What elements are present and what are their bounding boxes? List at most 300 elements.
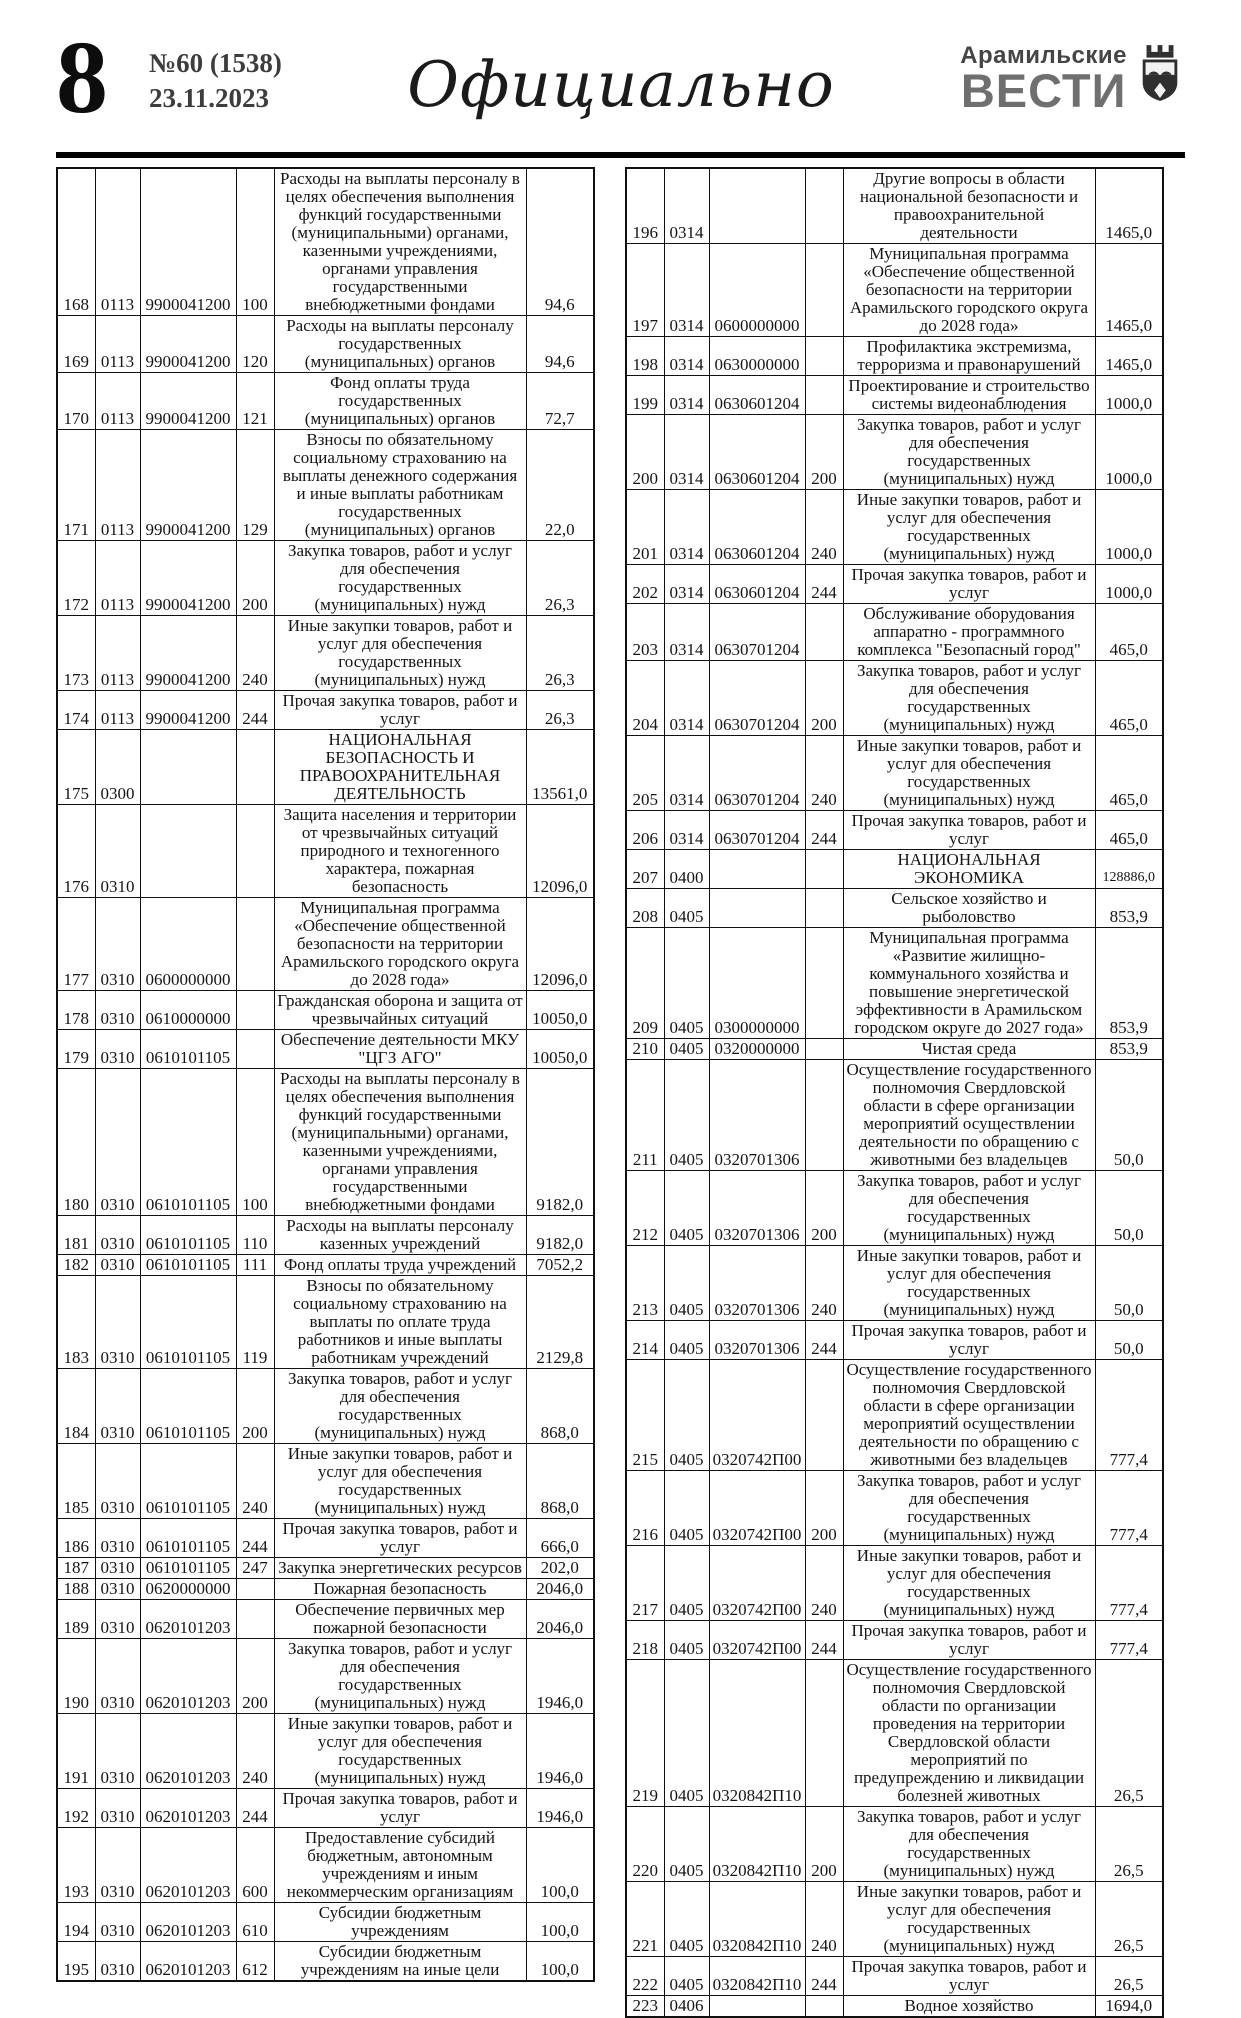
- section-code-cell: 0310: [95, 1600, 140, 1639]
- description-cell: Обеспечение первичных мер пожарной безопасности: [274, 1600, 526, 1639]
- page-header: [56, 20, 1185, 148]
- amount-cell: 777,4: [1095, 1546, 1163, 1621]
- description-cell: Предоставление субсидий бюджетным, автономным учреждениям и иным некоммерческим организациям: [274, 1828, 526, 1903]
- description-cell: Закупка товаров, работ и услуг для обеспечения государственных (муниципальных) нужд: [843, 1471, 1095, 1546]
- target-article-cell: 0320842П10: [709, 1957, 805, 1996]
- expense-type-cell: 240: [805, 490, 843, 565]
- target-article-cell: 0320701306: [709, 1321, 805, 1360]
- target-article-cell: 0610101105: [140, 1255, 236, 1276]
- amount-cell: 26,5: [1095, 1660, 1163, 1807]
- brand-text: [960, 42, 1127, 117]
- expense-type-cell: 200: [805, 1171, 843, 1246]
- target-article-cell: 0610101105: [140, 1519, 236, 1558]
- section-code-cell: 0310: [95, 1444, 140, 1519]
- description-cell: Взносы по обязательному социальному страхованию на выплаты по оплате труда работников и иные выплаты работникам учреждений: [274, 1276, 526, 1369]
- section-code-cell: 0314: [664, 415, 709, 490]
- row-number-cell: 188: [57, 1579, 95, 1600]
- table-row: [626, 736, 1163, 811]
- table-row: [57, 1789, 594, 1828]
- coat-of-arms-icon: [1135, 42, 1185, 104]
- description-cell: Иные закупки товаров, работ и услуг для обеспечения государственных (муниципальных) нужд: [274, 1444, 526, 1519]
- section-code-cell: 0310: [95, 1789, 140, 1828]
- issue-block: [149, 46, 282, 116]
- expense-type-cell: 240: [236, 1714, 274, 1789]
- description-cell: Закупка товаров, работ и услуг для обеспечения государственных (муниципальных) нужд: [274, 541, 526, 616]
- newspaper-brand: [960, 42, 1185, 117]
- target-article-cell: 0320742П00: [709, 1621, 805, 1660]
- description-cell: Профилактика экстремизма, терроризма и правонарушений: [843, 337, 1095, 376]
- table-row: [57, 1216, 594, 1255]
- table-row: [57, 1903, 594, 1942]
- section-code-cell: 0113: [95, 691, 140, 730]
- section-code-cell: 0405: [664, 1171, 709, 1246]
- row-number-cell: 213: [626, 1246, 664, 1321]
- section-code-cell: 0310: [95, 1255, 140, 1276]
- amount-cell: 13561,0: [526, 730, 594, 805]
- description-cell: Прочая закупка товаров, работ и услуг: [274, 1789, 526, 1828]
- row-number-cell: 209: [626, 928, 664, 1039]
- section-code-cell: 0314: [664, 244, 709, 337]
- amount-cell: 2129,8: [526, 1276, 594, 1369]
- expense-type-cell: 200: [805, 1807, 843, 1882]
- expense-type-cell: 240: [805, 1882, 843, 1957]
- target-article-cell: 0320842П10: [709, 1660, 805, 1807]
- description-cell: Закупка товаров, работ и услуг для обеспечения государственных (муниципальных) нужд: [274, 1369, 526, 1444]
- table-row: [626, 1996, 1163, 2018]
- expense-type-cell: 200: [805, 661, 843, 736]
- target-article-cell: 0320842П10: [709, 1882, 805, 1957]
- table-row: [57, 805, 594, 898]
- row-number-cell: 198: [626, 337, 664, 376]
- row-number-cell: 189: [57, 1600, 95, 1639]
- expense-type-cell: [236, 898, 274, 991]
- row-number-cell: 186: [57, 1519, 95, 1558]
- table-row: [626, 1807, 1163, 1882]
- section-code-cell: 0405: [664, 1060, 709, 1171]
- amount-cell: 465,0: [1095, 604, 1163, 661]
- amount-cell: 50,0: [1095, 1171, 1163, 1246]
- section-code-cell: 0310: [95, 1519, 140, 1558]
- row-number-cell: 200: [626, 415, 664, 490]
- table-row: [626, 1957, 1163, 1996]
- amount-cell: 1465,0: [1095, 337, 1163, 376]
- target-article-cell: [140, 805, 236, 898]
- row-number-cell: 182: [57, 1255, 95, 1276]
- issue-number: №60 (1538): [149, 48, 282, 78]
- description-cell: Фонд оплаты труда государственных (муниципальных) органов: [274, 373, 526, 430]
- description-cell: Иные закупки товаров, работ и услуг для обеспечения государственных (муниципальных) нужд: [843, 1246, 1095, 1321]
- budget-table-left: [56, 167, 595, 1982]
- table-row: [626, 1471, 1163, 1546]
- expense-type-cell: 200: [805, 1471, 843, 1546]
- amount-cell: 26,5: [1095, 1807, 1163, 1882]
- description-cell: Защита населения и территории от чрезвычайных ситуаций природного и техногенного характера, пожарная безопасность: [274, 805, 526, 898]
- target-article-cell: 0620101203: [140, 1639, 236, 1714]
- table-row: [57, 898, 594, 991]
- expense-type-cell: [805, 604, 843, 661]
- table-row: [626, 889, 1163, 928]
- table-row: [626, 1171, 1163, 1246]
- section-code-cell: 0405: [664, 1957, 709, 1996]
- description-cell: Расходы на выплаты персоналу казенных учреждений: [274, 1216, 526, 1255]
- table-row: [626, 928, 1163, 1039]
- expense-type-cell: [805, 1060, 843, 1171]
- section-code-cell: 0310: [95, 991, 140, 1030]
- section-code-cell: 0113: [95, 541, 140, 616]
- amount-cell: 100,0: [526, 1903, 594, 1942]
- section-code-cell: 0406: [664, 1996, 709, 2018]
- amount-cell: 868,0: [526, 1369, 594, 1444]
- row-number-cell: 173: [57, 616, 95, 691]
- description-cell: Обеспечение деятельности МКУ "ЦГЗ АГО": [274, 1030, 526, 1069]
- target-article-cell: 0630701204: [709, 661, 805, 736]
- section-code-cell: 0314: [664, 376, 709, 415]
- description-cell: Гражданская оборона и защита от чрезвычайных ситуаций: [274, 991, 526, 1030]
- description-cell: Закупка энергетических ресурсов: [274, 1558, 526, 1579]
- section-code-cell: 0405: [664, 928, 709, 1039]
- row-number-cell: 185: [57, 1444, 95, 1519]
- table-row: [57, 1030, 594, 1069]
- section-code-cell: 0310: [95, 898, 140, 991]
- description-cell: Прочая закупка товаров, работ и услуг: [843, 1621, 1095, 1660]
- row-number-cell: 169: [57, 316, 95, 373]
- expense-type-cell: [236, 1030, 274, 1069]
- section-code-cell: 0314: [664, 337, 709, 376]
- row-number-cell: 219: [626, 1660, 664, 1807]
- amount-cell: 72,7: [526, 373, 594, 430]
- expense-type-cell: 612: [236, 1942, 274, 1982]
- expense-type-cell: [805, 850, 843, 889]
- section-code-cell: 0310: [95, 1069, 140, 1216]
- description-cell: Закупка товаров, работ и услуг для обеспечения государственных (муниципальных) нужд: [843, 1807, 1095, 1882]
- section-code-cell: 0310: [95, 1942, 140, 1982]
- expense-type-cell: 600: [236, 1828, 274, 1903]
- target-article-cell: [709, 168, 805, 244]
- section-code-cell: 0113: [95, 316, 140, 373]
- target-article-cell: 0630601204: [709, 376, 805, 415]
- page-number: 8: [56, 20, 105, 135]
- table-row: [57, 991, 594, 1030]
- table-row: [57, 1255, 594, 1276]
- target-article-cell: 0620101203: [140, 1789, 236, 1828]
- expense-type-cell: [236, 1600, 274, 1639]
- description-cell: Фонд оплаты труда учреждений: [274, 1255, 526, 1276]
- table-row: [626, 337, 1163, 376]
- row-number-cell: 177: [57, 898, 95, 991]
- target-article-cell: 0600000000: [709, 244, 805, 337]
- section-code-cell: 0310: [95, 1030, 140, 1069]
- section-code-cell: 0310: [95, 1828, 140, 1903]
- expense-type-cell: 610: [236, 1903, 274, 1942]
- table-row: [626, 1621, 1163, 1660]
- table-row: [57, 1714, 594, 1789]
- table-row: [57, 1942, 594, 1982]
- amount-cell: 777,4: [1095, 1360, 1163, 1471]
- amount-cell: 12096,0: [526, 805, 594, 898]
- target-article-cell: 9900041200: [140, 316, 236, 373]
- expense-type-cell: 244: [236, 1519, 274, 1558]
- section-code-cell: 0405: [664, 1882, 709, 1957]
- row-number-cell: 222: [626, 1957, 664, 1996]
- row-number-cell: 179: [57, 1030, 95, 1069]
- amount-cell: 1946,0: [526, 1789, 594, 1828]
- amount-cell: 12096,0: [526, 898, 594, 991]
- section-code-cell: 0405: [664, 1660, 709, 1807]
- description-cell: Прочая закупка товаров, работ и услуг: [843, 1957, 1095, 1996]
- table-row: [57, 691, 594, 730]
- amount-cell: 100,0: [526, 1828, 594, 1903]
- row-number-cell: 195: [57, 1942, 95, 1982]
- section-code-cell: 0405: [664, 1246, 709, 1321]
- amount-cell: 7052,2: [526, 1255, 594, 1276]
- expense-type-cell: 244: [236, 1789, 274, 1828]
- row-number-cell: 181: [57, 1216, 95, 1255]
- target-article-cell: 0610101105: [140, 1030, 236, 1069]
- target-article-cell: 0630601204: [709, 565, 805, 604]
- brand-name-top: Арамильские: [960, 42, 1127, 69]
- section-title: Официально: [407, 48, 835, 121]
- table-row: [57, 316, 594, 373]
- expense-type-cell: 244: [805, 811, 843, 850]
- section-code-cell: 0310: [95, 1558, 140, 1579]
- amount-cell: 94,6: [526, 316, 594, 373]
- expense-type-cell: 200: [236, 1369, 274, 1444]
- row-number-cell: 192: [57, 1789, 95, 1828]
- section-code-cell: 0310: [95, 1369, 140, 1444]
- expense-type-cell: 244: [805, 1321, 843, 1360]
- description-cell: Иные закупки товаров, работ и услуг для обеспечения государственных (муниципальных) нужд: [843, 736, 1095, 811]
- target-article-cell: [140, 730, 236, 805]
- amount-cell: 202,0: [526, 1558, 594, 1579]
- target-article-cell: 0630601204: [709, 490, 805, 565]
- expense-type-cell: [236, 1579, 274, 1600]
- amount-cell: 777,4: [1095, 1471, 1163, 1546]
- amount-cell: 1000,0: [1095, 376, 1163, 415]
- target-article-cell: 0320742П00: [709, 1546, 805, 1621]
- target-article-cell: 9900041200: [140, 616, 236, 691]
- table-row: [57, 1069, 594, 1216]
- section-code-cell: 0405: [664, 1546, 709, 1621]
- brand-name-bottom: ВЕСТИ: [960, 64, 1127, 117]
- table-row: [57, 1828, 594, 1903]
- description-cell: Обслуживание оборудования аппаратно - программного комплекса "Безопасный город": [843, 604, 1095, 661]
- target-article-cell: 0620101203: [140, 1903, 236, 1942]
- row-number-cell: 172: [57, 541, 95, 616]
- expense-type-cell: 121: [236, 373, 274, 430]
- description-cell: Другие вопросы в области национальной безопасности и правоохранительной деятельности: [843, 168, 1095, 244]
- amount-cell: 853,9: [1095, 889, 1163, 928]
- target-article-cell: 0610000000: [140, 991, 236, 1030]
- row-number-cell: 187: [57, 1558, 95, 1579]
- expense-type-cell: [805, 244, 843, 337]
- amount-cell: 26,3: [526, 541, 594, 616]
- section-code-cell: 0405: [664, 1807, 709, 1882]
- amount-cell: 26,5: [1095, 1957, 1163, 1996]
- amount-cell: 100,0: [526, 1942, 594, 1982]
- target-article-cell: 9900041200: [140, 373, 236, 430]
- description-cell: Расходы на выплаты персоналу в целях обеспечения выполнения функций государственными (муниципальными) органами, казенными учреждениями, органами управления государственными внебюджетными фондами: [274, 168, 526, 316]
- target-article-cell: 0620101203: [140, 1942, 236, 1982]
- table-row: [57, 1519, 594, 1558]
- description-cell: Иные закупки товаров, работ и услуг для обеспечения государственных (муниципальных) нужд: [274, 616, 526, 691]
- row-number-cell: 170: [57, 373, 95, 430]
- expense-type-cell: 100: [236, 1069, 274, 1216]
- table-row: [57, 730, 594, 805]
- row-number-cell: 171: [57, 430, 95, 541]
- table-row: [57, 1558, 594, 1579]
- amount-cell: 26,5: [1095, 1882, 1163, 1957]
- table-row: [57, 1579, 594, 1600]
- target-article-cell: 9900041200: [140, 430, 236, 541]
- target-article-cell: 0610101105: [140, 1069, 236, 1216]
- row-number-cell: 223: [626, 1996, 664, 2018]
- row-number-cell: 197: [626, 244, 664, 337]
- amount-cell: 94,6: [526, 168, 594, 316]
- description-cell: Закупка товаров, работ и услуг для обеспечения государственных (муниципальных) нужд: [843, 1171, 1095, 1246]
- row-number-cell: 210: [626, 1039, 664, 1060]
- row-number-cell: 208: [626, 889, 664, 928]
- section-code-cell: 0400: [664, 850, 709, 889]
- description-cell: Водное хозяйство: [843, 1996, 1095, 2018]
- target-article-cell: [709, 889, 805, 928]
- row-number-cell: 201: [626, 490, 664, 565]
- target-article-cell: 0320742П00: [709, 1471, 805, 1546]
- target-article-cell: 0610101105: [140, 1276, 236, 1369]
- expense-type-cell: 129: [236, 430, 274, 541]
- amount-cell: 9182,0: [526, 1069, 594, 1216]
- amount-cell: 26,3: [526, 616, 594, 691]
- description-cell: НАЦИОНАЛЬНАЯ БЕЗОПАСНОСТЬ И ПРАВООХРАНИТЕЛЬНАЯ ДЕЯТЕЛЬНОСТЬ: [274, 730, 526, 805]
- description-cell: Прочая закупка товаров, работ и услуг: [274, 1519, 526, 1558]
- expense-type-cell: 100: [236, 168, 274, 316]
- expense-type-cell: 200: [236, 541, 274, 616]
- target-article-cell: 0630601204: [709, 415, 805, 490]
- table-row: [626, 1660, 1163, 1807]
- row-number-cell: 191: [57, 1714, 95, 1789]
- expense-type-cell: 240: [805, 736, 843, 811]
- table-row: [626, 850, 1163, 889]
- expense-type-cell: [805, 1039, 843, 1060]
- row-number-cell: 168: [57, 168, 95, 316]
- description-cell: Муниципальная программа «Обеспечение общественной безопасности на территории Арамильского городского округа до 2028 года»: [274, 898, 526, 991]
- target-article-cell: 0320842П10: [709, 1807, 805, 1882]
- target-article-cell: 0610101105: [140, 1369, 236, 1444]
- row-number-cell: 180: [57, 1069, 95, 1216]
- section-code-cell: 0310: [95, 1903, 140, 1942]
- row-number-cell: 211: [626, 1060, 664, 1171]
- expense-type-cell: 240: [236, 616, 274, 691]
- section-code-cell: 0405: [664, 1621, 709, 1660]
- description-cell: Субсидии бюджетным учреждениям: [274, 1903, 526, 1942]
- amount-cell: 2046,0: [526, 1600, 594, 1639]
- table-row: [626, 1321, 1163, 1360]
- description-cell: Прочая закупка товаров, работ и услуг: [843, 1321, 1095, 1360]
- amount-cell: 50,0: [1095, 1246, 1163, 1321]
- description-cell: Сельское хозяйство и рыболовство: [843, 889, 1095, 928]
- amount-cell: 22,0: [526, 430, 594, 541]
- section-code-cell: 0113: [95, 616, 140, 691]
- section-code-cell: 0310: [95, 1216, 140, 1255]
- amount-cell: 465,0: [1095, 811, 1163, 850]
- target-article-cell: 0610101105: [140, 1216, 236, 1255]
- description-cell: Чистая среда: [843, 1039, 1095, 1060]
- description-cell: Прочая закупка товаров, работ и услуг: [843, 565, 1095, 604]
- amount-cell: 868,0: [526, 1444, 594, 1519]
- target-article-cell: 0630701204: [709, 736, 805, 811]
- section-code-cell: 0310: [95, 1714, 140, 1789]
- section-code-cell: 0310: [95, 1639, 140, 1714]
- table-row: [626, 661, 1163, 736]
- expense-type-cell: [236, 730, 274, 805]
- target-article-cell: 0630701204: [709, 604, 805, 661]
- budget-table-right: [625, 167, 1164, 2018]
- row-number-cell: 221: [626, 1882, 664, 1957]
- expense-type-cell: 240: [236, 1444, 274, 1519]
- amount-cell: 1694,0: [1095, 1996, 1163, 2018]
- section-code-cell: 0314: [664, 736, 709, 811]
- amount-cell: 1000,0: [1095, 415, 1163, 490]
- target-article-cell: 0620101203: [140, 1714, 236, 1789]
- table-row: [626, 811, 1163, 850]
- target-article-cell: 0620000000: [140, 1579, 236, 1600]
- target-article-cell: 0320701306: [709, 1246, 805, 1321]
- target-article-cell: [709, 1996, 805, 2018]
- section-code-cell: 0113: [95, 168, 140, 316]
- amount-cell: 2046,0: [526, 1579, 594, 1600]
- description-cell: Прочая закупка товаров, работ и услуг: [274, 691, 526, 730]
- row-number-cell: 218: [626, 1621, 664, 1660]
- section-code-cell: 0310: [95, 1276, 140, 1369]
- row-number-cell: 217: [626, 1546, 664, 1621]
- row-number-cell: 203: [626, 604, 664, 661]
- target-article-cell: 0630701204: [709, 811, 805, 850]
- amount-cell: 50,0: [1095, 1060, 1163, 1171]
- target-article-cell: 0320742П00: [709, 1360, 805, 1471]
- row-number-cell: 184: [57, 1369, 95, 1444]
- expense-type-cell: [236, 991, 274, 1030]
- amount-cell: 10050,0: [526, 1030, 594, 1069]
- row-number-cell: 199: [626, 376, 664, 415]
- expense-type-cell: 244: [236, 691, 274, 730]
- table-row: [626, 1246, 1163, 1321]
- table-row: [626, 1060, 1163, 1171]
- amount-cell: 465,0: [1095, 661, 1163, 736]
- table-row: [626, 168, 1163, 244]
- table-row: [57, 168, 594, 316]
- expense-type-cell: [805, 889, 843, 928]
- target-article-cell: [709, 850, 805, 889]
- table-row: [626, 604, 1163, 661]
- row-number-cell: 190: [57, 1639, 95, 1714]
- target-article-cell: 0320701306: [709, 1171, 805, 1246]
- target-article-cell: 0320000000: [709, 1039, 805, 1060]
- target-article-cell: 0610101105: [140, 1558, 236, 1579]
- table-row: [626, 490, 1163, 565]
- row-number-cell: 207: [626, 850, 664, 889]
- section-code-cell: 0405: [664, 1321, 709, 1360]
- amount-cell: 1465,0: [1095, 244, 1163, 337]
- table-row: [626, 415, 1163, 490]
- section-code-cell: 0314: [664, 661, 709, 736]
- expense-type-cell: 247: [236, 1558, 274, 1579]
- section-code-cell: 0405: [664, 1471, 709, 1546]
- expense-type-cell: [805, 168, 843, 244]
- table-row: [57, 1639, 594, 1714]
- table-row: [626, 565, 1163, 604]
- row-number-cell: 174: [57, 691, 95, 730]
- expense-type-cell: 200: [236, 1639, 274, 1714]
- target-article-cell: 9900041200: [140, 541, 236, 616]
